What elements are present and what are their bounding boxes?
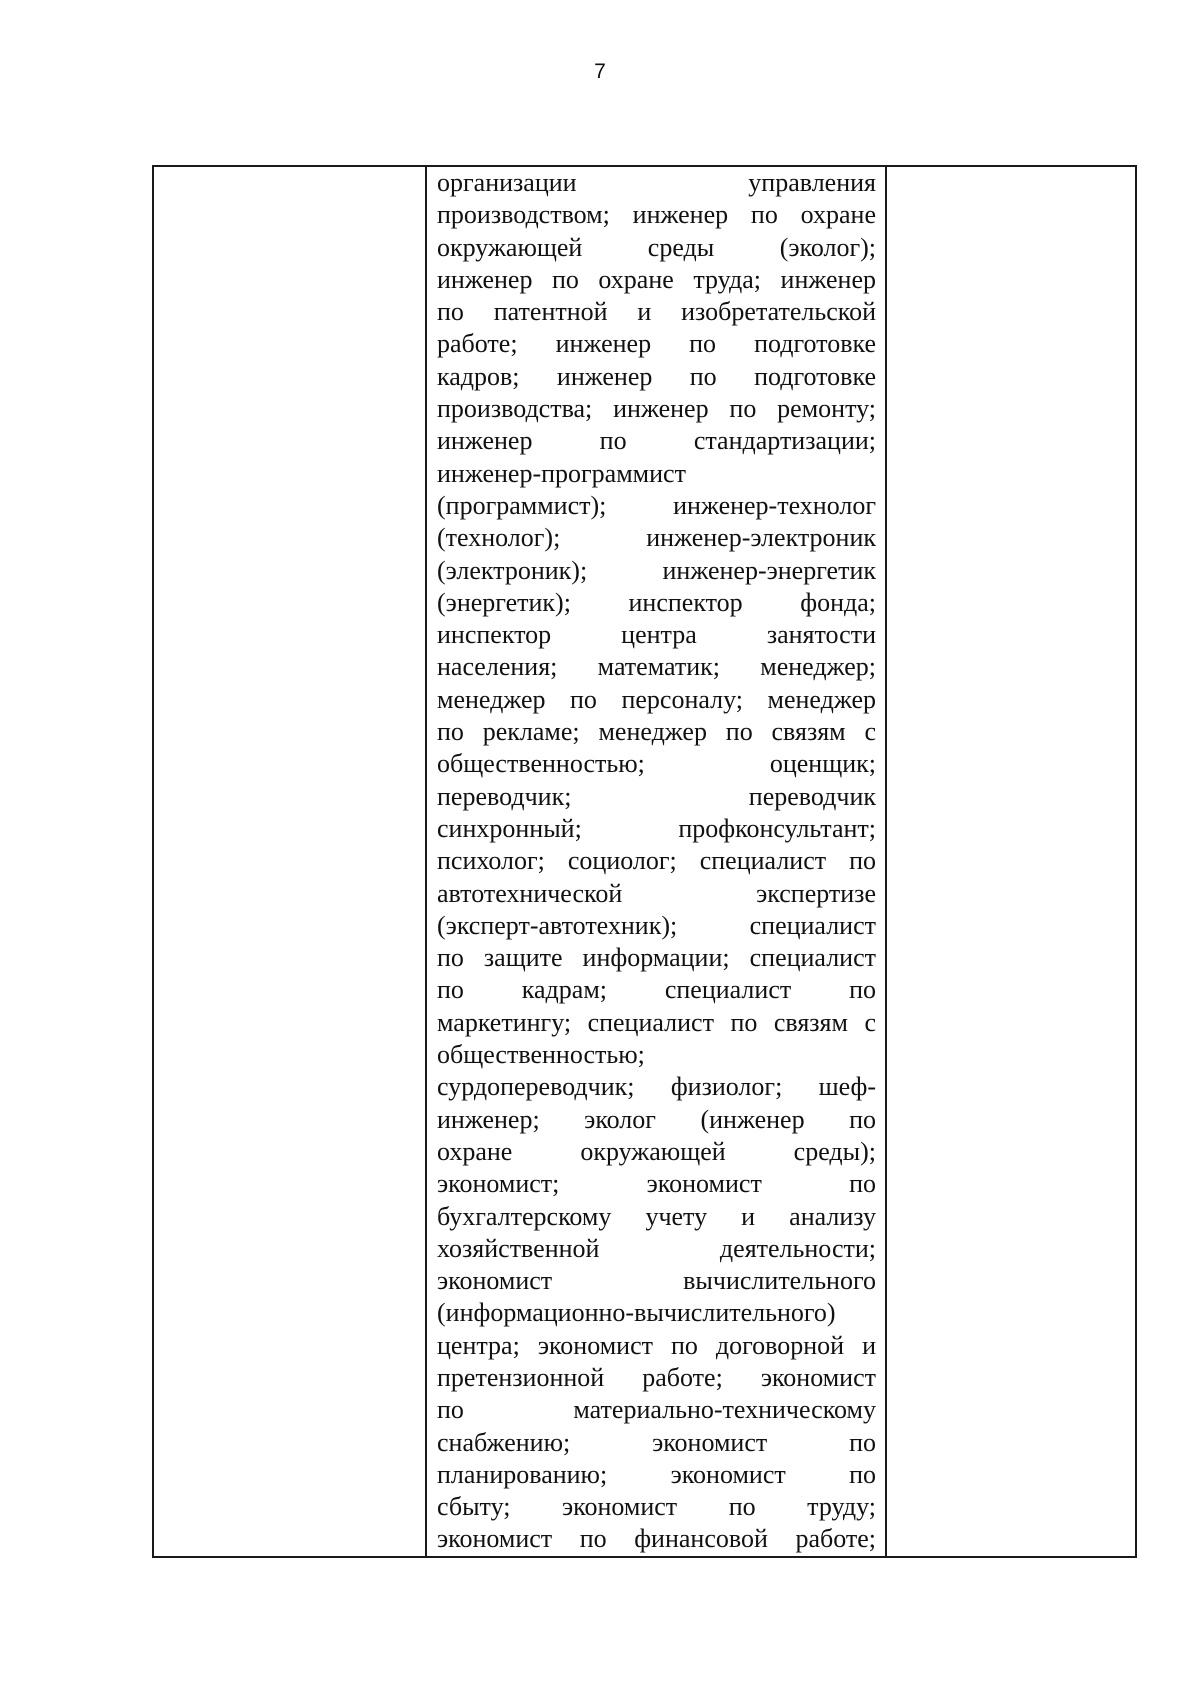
text-line: инспектор центра занятости	[437, 620, 876, 650]
text-line: охране окружающей среды);	[437, 1136, 876, 1166]
text-line: инженер; эколог (инженер по	[437, 1104, 876, 1134]
text-line: инженер-программист	[437, 458, 686, 488]
table-cell-right	[887, 167, 1135, 1556]
text-line: населения; математик; менеджер;	[437, 652, 876, 682]
text-line: менеджер по персоналу; менеджер	[437, 684, 876, 714]
text-line: производства; инженер по ремонту;	[437, 394, 876, 424]
text-line: снабжению; экономист по	[437, 1427, 876, 1457]
text-line: по материально-техническому	[437, 1395, 876, 1425]
text-line: (электроник); инженер-энергетик	[437, 555, 876, 585]
text-line: экономист вычислительного	[437, 1266, 876, 1296]
text-line: общественностью;	[437, 1040, 645, 1070]
text-line: инженер по охране труда; инженер	[437, 264, 876, 294]
table-cell-left	[154, 167, 427, 1556]
text-line: экономист; экономист по	[437, 1169, 876, 1199]
text-line: сбыту; экономист по труду;	[437, 1492, 876, 1522]
text-line: (энергетик); инспектор фонда;	[437, 587, 876, 617]
text-line: инженер по стандартизации;	[437, 426, 876, 456]
text-line: планированию; экономист по	[437, 1459, 876, 1489]
text-line: производством; инженер по охране	[437, 200, 876, 230]
text-line: переводчик; переводчик	[437, 781, 876, 811]
document-table	[152, 165, 1137, 1558]
text-line: бухгалтерскому учету и анализу	[437, 1201, 876, 1231]
text-line: по кадрам; специалист по	[437, 975, 876, 1005]
text-line: окружающей среды (эколог);	[437, 232, 876, 262]
text-line: работе; инженер по подготовке	[437, 329, 876, 359]
text-line: (программист); инженер-технолог	[437, 490, 876, 520]
text-line: психолог; социолог; специалист по	[437, 846, 876, 876]
text-line: синхронный; профконсультант;	[437, 813, 876, 843]
text-line: маркетингу; специалист по связям с	[437, 1007, 876, 1037]
text-line: центра; экономист по договорной и	[437, 1330, 876, 1360]
text-line: экономист по финансовой работе;	[437, 1524, 876, 1554]
text-line: общественностью; оценщик;	[437, 749, 876, 779]
text-line: по патентной и изобретательской	[437, 297, 876, 327]
text-line: автотехнической экспертизе	[437, 878, 876, 908]
table-cell-professions	[427, 167, 887, 1556]
text-line: по защите информации; специалист	[437, 943, 876, 973]
text-line: (технолог); инженер-электроник	[437, 523, 876, 553]
text-line: организации управления	[437, 168, 876, 197]
text-line: (информационно-вычислительного)	[437, 1298, 836, 1328]
text-line: кадров; инженер по подготовке	[437, 361, 876, 391]
text-line: по рекламе; менеджер по связям с	[437, 717, 876, 747]
text-line: хозяйственной деятельности;	[437, 1233, 876, 1263]
text-line: сурдопереводчик; физиолог; шеф-	[437, 1072, 876, 1102]
text-line: претензионной работе; экономист	[437, 1362, 876, 1392]
page-number: 7	[594, 60, 606, 83]
text-line: (эксперт-автотехник); специалист	[437, 910, 876, 940]
